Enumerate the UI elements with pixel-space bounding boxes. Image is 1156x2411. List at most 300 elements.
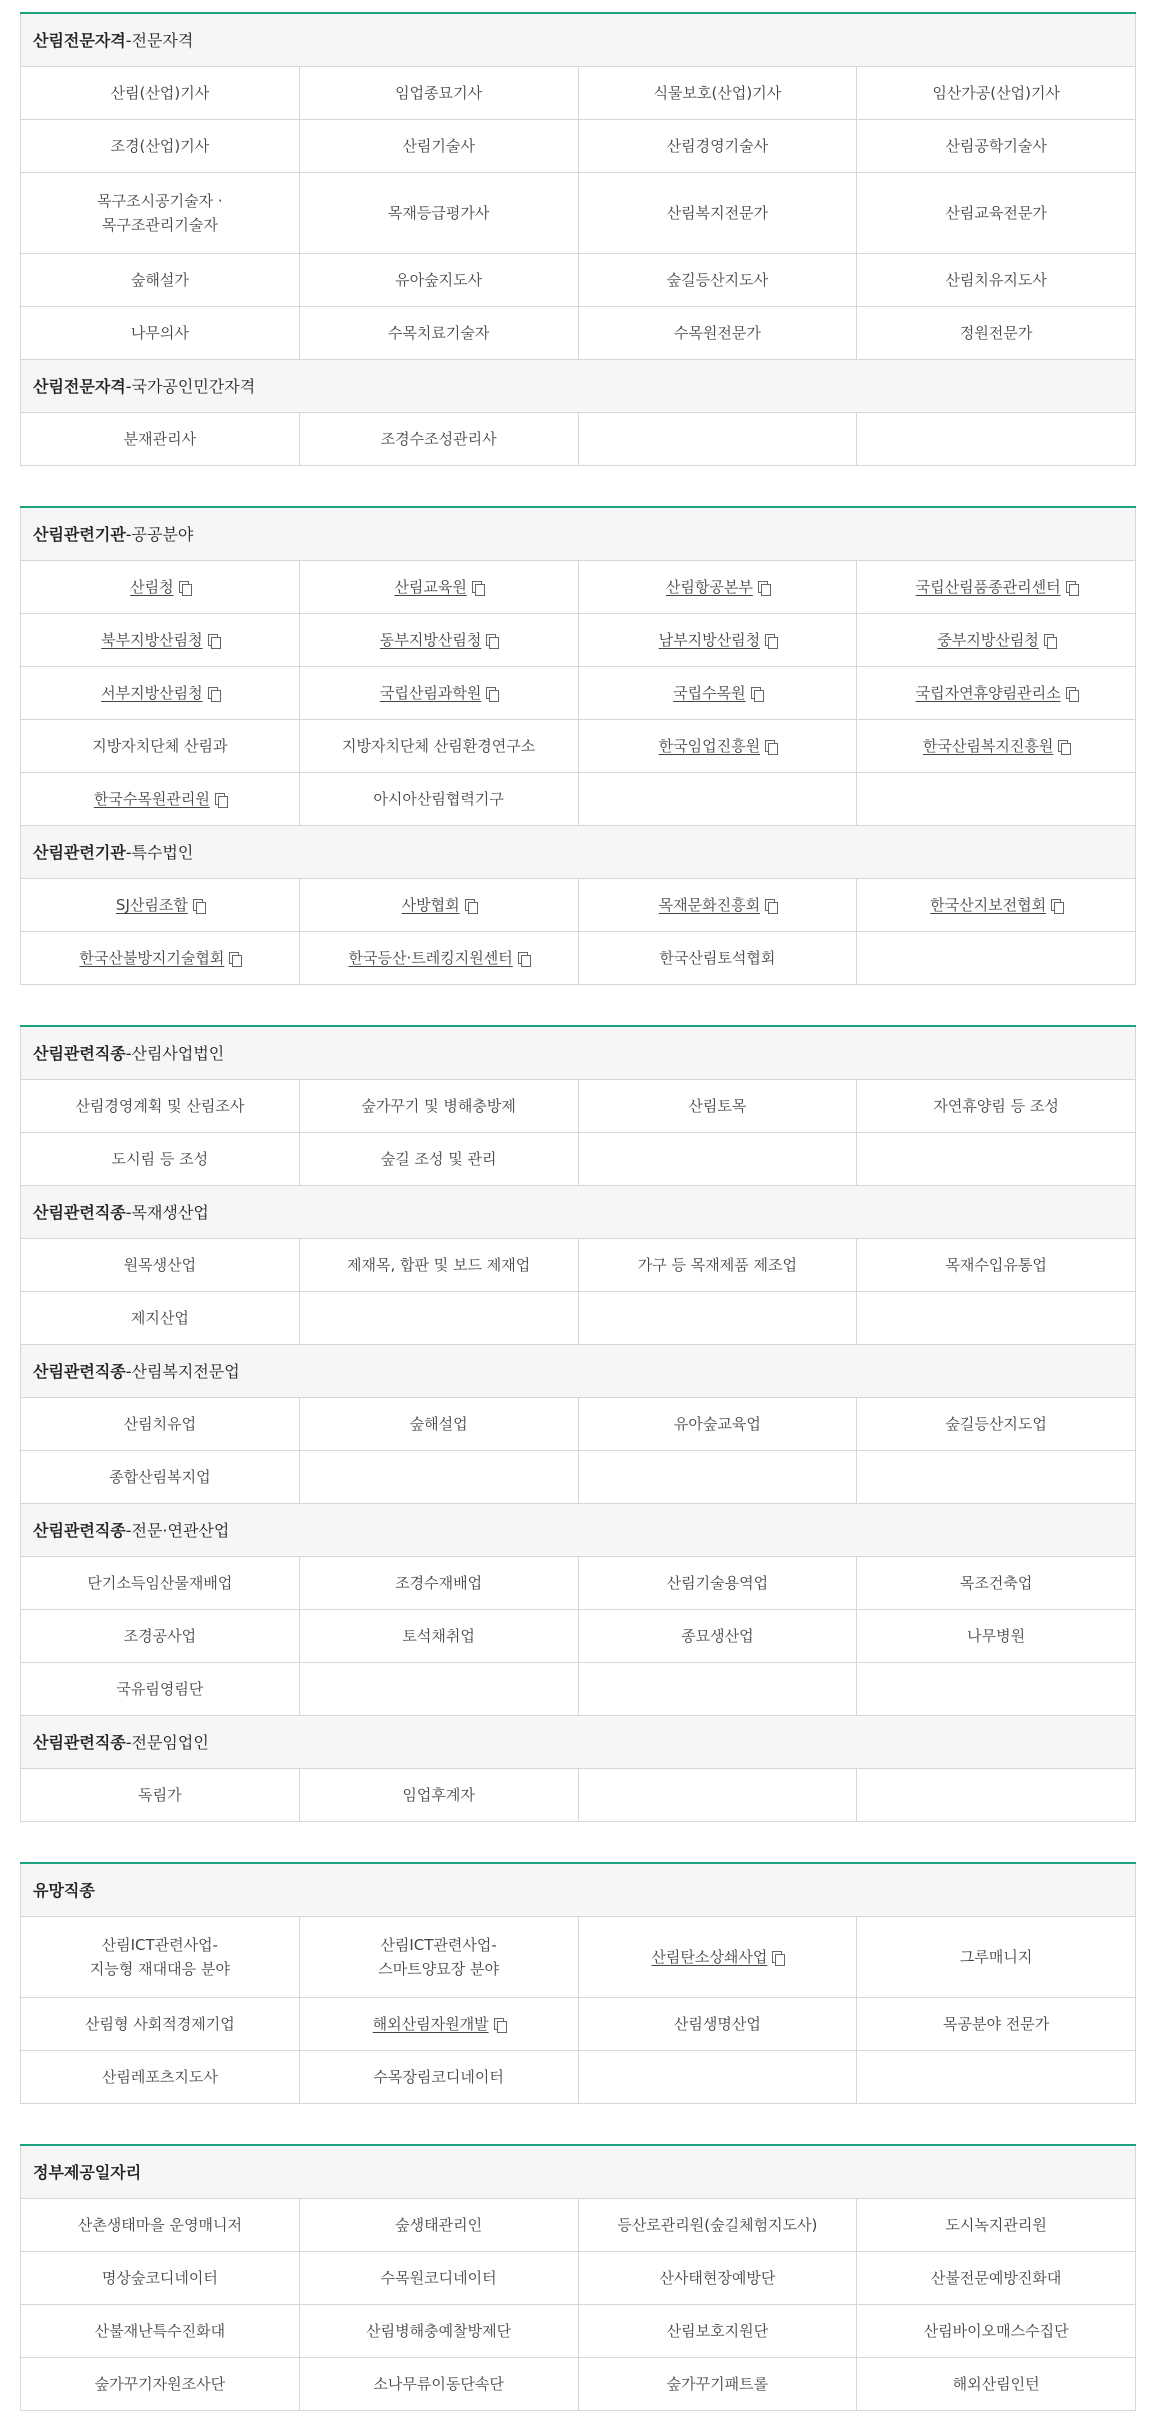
job-cell	[579, 2358, 858, 2410]
job-label: 산림토목	[688, 1097, 747, 1115]
org-link[interactable]: 한국수목원관리원	[93, 790, 210, 808]
table-row	[21, 1998, 1135, 2051]
job-label: 산림바이오매스수집단	[923, 2322, 1069, 2340]
category-group	[20, 1025, 1136, 1822]
job-cell	[857, 2252, 1135, 2304]
table-row	[21, 1451, 1135, 1504]
empty-cell	[857, 1133, 1135, 1185]
job-cell	[857, 2199, 1135, 2251]
org-link[interactable]: 산림탄소상쇄사업	[651, 1948, 768, 1966]
job-cell	[300, 720, 579, 772]
job-cell	[579, 1998, 858, 2050]
job-label: 수목원코디네이터	[380, 2269, 497, 2287]
org-link[interactable]: 서부지방산림청	[101, 684, 203, 702]
job-cell	[21, 173, 300, 253]
org-link-cell[interactable]	[300, 879, 579, 931]
job-cell	[300, 1557, 579, 1609]
job-cell	[21, 1557, 300, 1609]
job-label: 임업후계자	[402, 1786, 475, 1804]
job-label: 식물보호(산업)기사	[653, 84, 782, 102]
job-label: 임업종묘기사	[395, 84, 483, 102]
job-cell	[857, 1239, 1135, 1291]
org-link[interactable]: 국립산림품종관리센터	[915, 578, 1061, 596]
job-label: 조경수조성관리사	[380, 430, 497, 448]
table-row	[21, 2252, 1135, 2305]
empty-cell	[857, 1769, 1135, 1821]
new-window-icon[interactable]	[518, 952, 529, 965]
section-title-sub: -전문임업인	[125, 1733, 209, 1752]
job-label: 명상숲코디네이터	[101, 2269, 218, 2287]
empty-cell	[857, 2051, 1135, 2103]
empty-cell	[300, 1663, 579, 1715]
table-row	[21, 2358, 1135, 2411]
job-label: 수목원전문가	[673, 324, 761, 342]
job-label: 산사태현장예방단	[659, 2269, 776, 2287]
job-cell	[21, 2305, 300, 2357]
empty-cell	[857, 413, 1135, 465]
new-window-icon[interactable]	[494, 2018, 505, 2031]
job-label: 산림병해충예찰방제단	[366, 2322, 512, 2340]
job-cell	[300, 2252, 579, 2304]
new-window-icon[interactable]	[193, 899, 204, 912]
job-cell	[857, 307, 1135, 359]
new-window-icon[interactable]	[751, 687, 762, 700]
job-label: 수목치료기술자	[387, 324, 490, 342]
job-label: 단기소득임산물재배업	[87, 1574, 233, 1592]
table-row	[21, 1239, 1135, 1292]
job-cell	[579, 1080, 858, 1132]
job-cell	[300, 773, 579, 825]
job-cell	[21, 1998, 300, 2050]
section-title-main: 산림관련직종	[33, 1044, 126, 1063]
section-title-sub: -공공분야	[125, 525, 194, 544]
org-link-cell[interactable]	[857, 879, 1135, 931]
job-cell	[300, 1239, 579, 1291]
job-label: 국유림영림단	[116, 1680, 204, 1698]
job-cell	[579, 1239, 858, 1291]
new-window-icon[interactable]	[1066, 687, 1077, 700]
section-title-sub: -산림복지전문업	[125, 1362, 240, 1381]
job-cell	[300, 1610, 579, 1662]
section-title-main: 산림관련직종	[33, 1733, 126, 1752]
job-cell	[21, 1292, 300, 1344]
job-label: 산림레포츠지도사	[101, 2068, 218, 2086]
section-title-sub: -전문자격	[125, 31, 194, 50]
org-link-cell[interactable]	[21, 879, 300, 931]
job-label: 아시아산림협력기구	[373, 790, 504, 808]
table-row	[21, 413, 1135, 466]
category-group	[20, 506, 1136, 985]
section-title-main: 산림관련기관	[33, 525, 126, 544]
job-label: 산림(산업)기사	[110, 84, 210, 102]
org-link-cell[interactable]	[21, 561, 300, 613]
org-link-cell[interactable]	[579, 879, 858, 931]
job-cell	[579, 307, 858, 359]
new-window-icon[interactable]	[208, 634, 219, 647]
org-link-cell[interactable]	[579, 614, 858, 666]
section-title-main: 정부제공일자리	[33, 2163, 142, 2182]
job-cell	[579, 120, 858, 172]
new-window-icon[interactable]	[772, 1951, 783, 1964]
job-label: 자연휴양림 등 조성	[933, 1097, 1059, 1115]
org-link[interactable]: 한국임업진흥원	[658, 737, 761, 755]
job-label: 그루매니지	[959, 1948, 1033, 1966]
section-title	[21, 360, 1135, 413]
job-label: 숲길등산지도사	[666, 271, 769, 289]
table-row	[21, 1917, 1135, 1998]
job-label: 산촌생태마을 운영매니저	[77, 2216, 242, 2234]
job-label: 분재관리사	[123, 430, 197, 448]
org-link[interactable]: 중부지방산림청	[937, 631, 1039, 649]
org-link-cell[interactable]	[300, 932, 579, 984]
empty-cell	[857, 1451, 1135, 1503]
job-label: 종합산림복지업	[109, 1468, 211, 1486]
job-label: 숲해설업	[409, 1415, 468, 1433]
category-section	[20, 1345, 1136, 1504]
job-cell	[21, 67, 300, 119]
job-cell	[857, 67, 1135, 119]
job-cell	[21, 413, 300, 465]
empty-cell	[579, 773, 858, 825]
org-link[interactable]: SJ산림조합	[115, 896, 188, 914]
job-label: 목조건축업	[959, 1574, 1033, 1592]
category-group	[20, 2144, 1136, 2411]
job-label: 산림경영기술사	[666, 137, 769, 155]
section-title	[21, 1186, 1135, 1239]
section-title	[21, 826, 1135, 879]
job-cell	[21, 2358, 300, 2410]
table-row	[21, 932, 1135, 985]
org-link[interactable]: 국립자연휴양림관리소	[915, 684, 1061, 702]
new-window-icon[interactable]	[486, 634, 497, 647]
table-row	[21, 1663, 1135, 1716]
job-label: 목재수입유통업	[945, 1256, 1047, 1274]
section-title	[21, 1716, 1135, 1769]
empty-cell	[857, 1292, 1135, 1344]
new-window-icon[interactable]	[215, 793, 226, 806]
job-label: 숲길등산지도업	[945, 1415, 1047, 1433]
job-cell	[857, 1610, 1135, 1662]
empty-cell	[579, 1292, 858, 1344]
org-link[interactable]: 북부지방산림청	[101, 631, 203, 649]
org-link[interactable]: 한국산림복지진흥원	[922, 737, 1054, 755]
job-cell	[21, 2199, 300, 2251]
job-cell	[579, 2199, 858, 2251]
job-cell	[579, 2252, 858, 2304]
job-label: 숲생태관리인	[395, 2216, 483, 2234]
job-cell	[21, 307, 300, 359]
table-row	[21, 2051, 1135, 2104]
new-window-icon[interactable]	[208, 687, 219, 700]
section-title-sub: -목재생산업	[125, 1203, 209, 1222]
org-link-cell[interactable]	[579, 720, 858, 772]
new-window-icon[interactable]	[758, 581, 769, 594]
new-window-icon[interactable]	[179, 581, 190, 594]
job-cell	[300, 307, 579, 359]
org-link[interactable]: 국립산림과학원	[379, 684, 482, 702]
table-row	[21, 120, 1135, 173]
category-section	[20, 1864, 1136, 2104]
org-link-cell[interactable]	[579, 561, 858, 613]
new-window-icon[interactable]	[229, 952, 240, 965]
section-title-main: 산림전문자격	[33, 377, 126, 396]
job-label: 산림생명산업	[673, 2015, 761, 2033]
section-title	[21, 1504, 1135, 1557]
section-title	[21, 2146, 1135, 2199]
job-label: 나무의사	[130, 324, 189, 342]
empty-cell	[300, 1451, 579, 1503]
category-section	[20, 508, 1136, 826]
section-title-sub: -특수법인	[125, 843, 194, 862]
category-section	[20, 826, 1136, 985]
job-label: 도시녹지관리원	[945, 2216, 1047, 2234]
empty-cell	[579, 1133, 858, 1185]
table-row	[21, 254, 1135, 307]
job-label: 가구 등 목재제품 제조업	[637, 1256, 797, 1274]
empty-cell	[857, 773, 1135, 825]
job-label: 임산가공(산업)기사	[932, 84, 1060, 102]
job-label: 제지산업	[130, 1309, 189, 1327]
empty-cell	[857, 1663, 1135, 1715]
category-section	[20, 360, 1136, 466]
org-link[interactable]: 산림교육원	[394, 578, 467, 596]
section-title-main: 산림전문자격	[33, 31, 126, 50]
job-cell	[579, 2305, 858, 2357]
section-title-sub: -산림사업법인	[125, 1044, 225, 1063]
job-cell	[300, 173, 579, 253]
new-window-icon[interactable]	[1058, 740, 1069, 753]
job-cell	[21, 1769, 300, 1821]
new-window-icon[interactable]	[765, 740, 776, 753]
org-link-cell[interactable]	[300, 667, 579, 719]
table-row	[21, 1610, 1135, 1663]
category-group	[20, 1862, 1136, 2104]
section-title	[21, 1345, 1135, 1398]
job-label: 등산로관리원(숲길체험지도사)	[617, 2216, 818, 2234]
table-row	[21, 173, 1135, 254]
org-link-cell[interactable]	[857, 667, 1135, 719]
org-link[interactable]: 목재문화진흥회	[658, 896, 761, 914]
job-label: 유아숲지도사	[395, 271, 483, 289]
section-title-main: 산림관련직종	[33, 1362, 126, 1381]
job-label: 조경수재배업	[395, 1574, 483, 1592]
job-cell	[857, 1917, 1135, 1997]
job-label: 도시림 등 조성	[111, 1150, 209, 1168]
org-link-cell[interactable]	[579, 1917, 858, 1997]
job-label: 수목장림코디네이터	[373, 2068, 504, 2086]
org-link-cell[interactable]	[857, 720, 1135, 772]
section-title-main: 산림관련기관	[33, 843, 126, 862]
org-link-cell[interactable]	[21, 773, 300, 825]
job-label: 산림보호지원단	[666, 2322, 769, 2340]
job-label: 제재목, 합판 및 보드 제재업	[347, 1256, 531, 1274]
new-window-icon[interactable]	[472, 581, 483, 594]
job-cell	[300, 1398, 579, 1450]
job-label: 산불전문예방진화대	[930, 2269, 1062, 2287]
new-window-icon[interactable]	[486, 687, 497, 700]
job-label: 조경공사업	[123, 1627, 197, 1645]
job-label: 소나무류이동단속단	[373, 2375, 504, 2393]
table-row	[21, 1292, 1135, 1345]
job-cell	[21, 2252, 300, 2304]
job-cell	[579, 932, 858, 984]
job-cell	[579, 173, 858, 253]
job-label: 산림교육전문가	[945, 204, 1047, 222]
org-link[interactable]: 산림항공본부	[665, 578, 753, 596]
job-label: 해외산림인턴	[952, 2375, 1040, 2393]
job-label: 숲가꾸기 및 병해충방제	[361, 1097, 516, 1115]
table-row	[21, 1557, 1135, 1610]
job-cell	[300, 1133, 579, 1185]
job-label: 지방자치단체 산림환경연구소	[342, 737, 536, 755]
table-row	[21, 720, 1135, 773]
category-group	[20, 12, 1136, 466]
table-row	[21, 307, 1135, 360]
job-label: 숲길 조성 및 관리	[380, 1150, 497, 1168]
new-window-icon[interactable]	[1066, 581, 1077, 594]
job-cell	[300, 1080, 579, 1132]
table-row	[21, 667, 1135, 720]
org-link[interactable]: 한국산불방지기술협회	[79, 949, 225, 967]
org-link-cell[interactable]	[300, 561, 579, 613]
job-label: 산림ICT관련사업- 지능형 재대대응 분야	[89, 1936, 230, 1978]
job-cell	[21, 120, 300, 172]
job-label: 종묘생산업	[681, 1627, 754, 1645]
job-label: 숲해설가	[130, 271, 189, 289]
org-link[interactable]: 남부지방산림청	[658, 631, 761, 649]
new-window-icon[interactable]	[1044, 634, 1055, 647]
new-window-icon[interactable]	[465, 899, 476, 912]
section-title-sub: -국가공인민간자격	[125, 377, 256, 396]
table-row	[21, 2199, 1135, 2252]
org-link-cell[interactable]	[300, 614, 579, 666]
job-label: 지방자치단체 산림과	[92, 737, 228, 755]
empty-cell	[300, 1292, 579, 1344]
job-label: 정원전문가	[959, 324, 1033, 342]
org-link-cell[interactable]	[21, 932, 300, 984]
org-link-cell[interactable]	[857, 561, 1135, 613]
category-section	[20, 1186, 1136, 1345]
org-link[interactable]: 산림청	[130, 578, 174, 596]
table-row	[21, 67, 1135, 120]
org-link-cell[interactable]	[300, 1998, 579, 2050]
table-row	[21, 879, 1135, 932]
org-link[interactable]: 한국등산·트레킹지원센터	[348, 949, 513, 967]
job-label: 산림경영계획 및 산림조사	[75, 1097, 245, 1115]
job-label: 숲가꾸기패트롤	[666, 2375, 769, 2393]
job-cell	[300, 2199, 579, 2251]
category-section	[20, 14, 1136, 360]
job-label: 원목생산업	[123, 1256, 197, 1274]
job-label: 나무병원	[967, 1627, 1026, 1645]
job-label: 유아숲교육업	[673, 1415, 761, 1433]
new-window-icon[interactable]	[765, 634, 776, 647]
job-label: 산림치유지도사	[945, 271, 1047, 289]
job-cell	[579, 254, 858, 306]
job-label: 토석채취업	[402, 1627, 475, 1645]
section-title	[21, 508, 1135, 561]
job-cell	[21, 1917, 300, 1997]
job-label: 산림기술용역업	[666, 1574, 769, 1592]
job-label: 산불재난특수진화대	[94, 2322, 226, 2340]
job-cell	[300, 2305, 579, 2357]
section-title	[21, 1864, 1135, 1917]
table-row	[21, 1769, 1135, 1822]
job-label: 목공분야 전문가	[943, 2015, 1050, 2033]
table-row	[21, 1398, 1135, 1451]
job-cell	[21, 1133, 300, 1185]
job-cell	[21, 254, 300, 306]
job-cell	[857, 2358, 1135, 2410]
empty-cell	[579, 1451, 858, 1503]
section-title-sub: -전문·연관산업	[125, 1521, 230, 1540]
job-cell	[857, 120, 1135, 172]
org-link[interactable]: 해외산림자원개발	[372, 2015, 489, 2033]
job-cell	[857, 1080, 1135, 1132]
job-label: 산림공학기술사	[945, 137, 1047, 155]
org-link[interactable]: 한국산지보전협회	[930, 896, 1047, 914]
section-title-main: 산림관련직종	[33, 1203, 126, 1222]
job-label: 숲가꾸기자원조사단	[94, 2375, 226, 2393]
job-cell	[300, 254, 579, 306]
job-cell	[300, 67, 579, 119]
org-link[interactable]: 동부지방산림청	[379, 631, 482, 649]
empty-cell	[857, 932, 1135, 984]
job-cell	[300, 1917, 579, 1997]
new-window-icon[interactable]	[765, 899, 776, 912]
section-title	[21, 1027, 1135, 1080]
job-cell	[21, 1239, 300, 1291]
job-cell	[300, 2051, 579, 2103]
job-cell	[857, 1557, 1135, 1609]
job-label: 독림가	[138, 1786, 182, 1804]
category-section	[20, 2146, 1136, 2411]
table-row	[21, 561, 1135, 614]
job-cell	[579, 1610, 858, 1662]
job-label: 산림복지전문가	[666, 204, 769, 222]
empty-cell	[579, 1769, 858, 1821]
org-link[interactable]: 국립수목원	[673, 684, 746, 702]
new-window-icon[interactable]	[1051, 899, 1062, 912]
job-cell	[300, 120, 579, 172]
org-link[interactable]: 사방협회	[401, 896, 460, 914]
job-directory	[20, 12, 1136, 2411]
org-link-cell[interactable]	[21, 667, 300, 719]
job-cell	[857, 173, 1135, 253]
table-row	[21, 1133, 1135, 1186]
org-link-cell[interactable]	[857, 614, 1135, 666]
job-cell	[857, 254, 1135, 306]
section-title-main: 산림관련직종	[33, 1521, 126, 1540]
job-cell	[21, 2051, 300, 2103]
table-row	[21, 773, 1135, 826]
job-cell	[21, 1398, 300, 1450]
job-cell	[579, 67, 858, 119]
job-label: 산림형 사회적경제기업	[85, 2015, 235, 2033]
job-label: 목구조시공기술자 · 목구조관리기술자	[97, 192, 223, 234]
job-cell	[300, 2358, 579, 2410]
empty-cell	[579, 1663, 858, 1715]
org-link-cell[interactable]	[21, 614, 300, 666]
org-link-cell[interactable]	[579, 667, 858, 719]
job-cell	[21, 1451, 300, 1503]
empty-cell	[579, 413, 858, 465]
job-cell	[857, 2305, 1135, 2357]
table-row	[21, 2305, 1135, 2358]
job-cell	[300, 413, 579, 465]
job-cell	[579, 1398, 858, 1450]
job-label: 산림기술사	[402, 137, 475, 155]
